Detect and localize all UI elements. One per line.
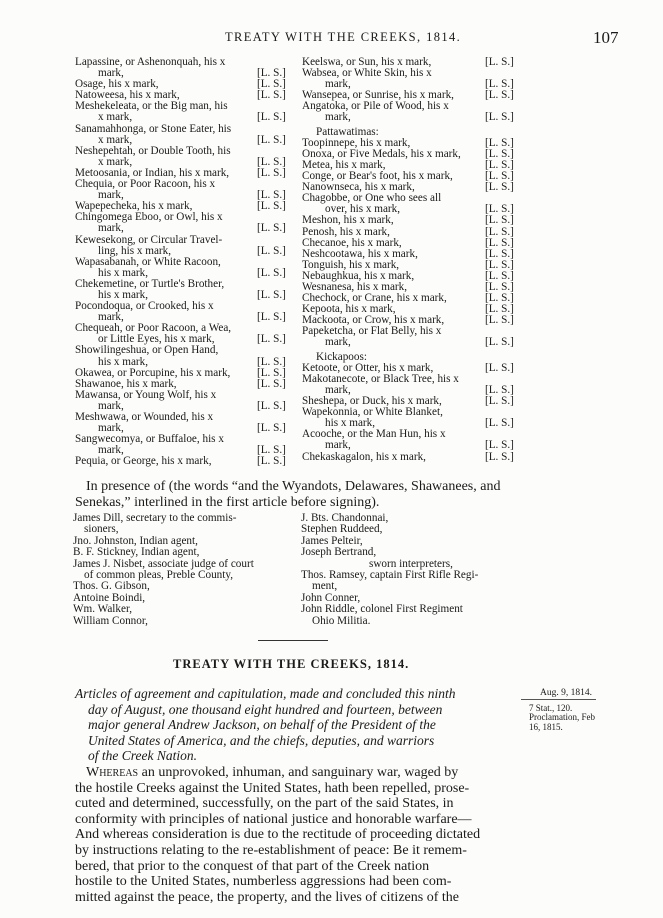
- citation-line: Proclamation, Feb: [529, 712, 595, 723]
- signature-entry: [75, 146, 290, 168]
- seal-mark: [L. S.]: [257, 111, 286, 124]
- signatory-line: Chequeah, or Poor Racoon, a Wea,: [75, 322, 232, 335]
- seal-mark: [L. S.]: [257, 266, 286, 279]
- preamble-line: major general Andrew Jackson, on behalf of the President of the: [88, 717, 436, 733]
- signature-entry: [75, 124, 290, 146]
- witness-line: William Connor,: [73, 614, 148, 627]
- body-line: And whereas consideration is due to the rectitude of proceeding dictated: [75, 827, 481, 843]
- signature-entry: [302, 452, 518, 463]
- signatory-name: [75, 279, 257, 301]
- signatory-line: Keelswa, or Sun, his x mark,: [302, 56, 432, 68]
- seal-mark: [L. S.]: [257, 288, 286, 301]
- signatory-line: Acooche, or the Man Hun, his x: [302, 428, 446, 441]
- margin-citation: [529, 704, 595, 732]
- signatory-line: mark,: [325, 439, 351, 452]
- seal-mark: [L. S.]: [257, 244, 286, 257]
- body-line: Whereas an unprovoked, inhuman, and sanguinary war, waged by: [86, 765, 459, 780]
- signatory-line: Lapassine, or Ashenonquah, his x: [75, 56, 226, 68]
- witness-line: Ohio Militia.: [312, 614, 371, 627]
- signatory-line: mark,: [98, 189, 124, 202]
- seal-mark: [L. S.]: [485, 181, 514, 194]
- signatory-line: Angatoka, or Pile of Wood, his x: [302, 100, 449, 113]
- witness-line: Antoine Boindi,: [73, 591, 146, 604]
- signature-entry: [75, 257, 290, 279]
- witness-line: Stephen Ruddeed,: [301, 523, 383, 536]
- signature-entry: [75, 57, 290, 79]
- witness-line: John Conner,: [301, 591, 361, 604]
- seal-mark: [L. S.]: [257, 189, 286, 202]
- presence-statement: In presence of (the words “and the Wyandots, Delawares, Shawanees, and Senekas,” interlined in the first article before signing).: [75, 479, 501, 510]
- signatory-name: [302, 227, 485, 238]
- seal-mark: [L. S.]: [257, 133, 286, 146]
- signatory-line: x mark,: [98, 133, 133, 146]
- signatory-line: Onoxa, or Five Medals, his x mark,: [302, 147, 461, 160]
- signatory-name: [75, 390, 257, 412]
- witness-line: Wm. Walker,: [73, 603, 133, 616]
- signatory-line: Nebaughkua, his x mark,: [302, 269, 415, 282]
- signatory-line: Chekaskagalon, his x mark,: [302, 450, 426, 463]
- signatory-name: [302, 429, 485, 451]
- signatory-name: [75, 323, 257, 345]
- witness-line: Jno. Johnston, Indian agent,: [73, 534, 198, 547]
- witness-line: B. F. Stickney, Indian agent,: [73, 546, 200, 559]
- signatory-name: [302, 407, 485, 429]
- signatory-line: mark,: [98, 444, 124, 457]
- signatory-line: Meshon, his x mark,: [302, 214, 394, 227]
- signatory-line: Tonguish, his x mark,: [302, 258, 400, 271]
- signatory-line: Meshwawa, or Wounded, his x: [75, 411, 214, 423]
- signature-entry: [75, 323, 290, 345]
- signatory-name: [302, 452, 485, 463]
- signatures-left-column: [75, 57, 290, 467]
- signatory-name: [75, 57, 257, 79]
- signatory-name: [75, 257, 257, 279]
- signatory-name: [75, 124, 257, 146]
- signature-entry: [302, 101, 518, 123]
- signature-entry: [302, 193, 518, 215]
- body-line: mitted against the peace, the property, and the lives of citizens of the: [75, 889, 459, 905]
- signatory-name: [75, 301, 257, 323]
- seal-mark: [L. S.]: [485, 314, 514, 327]
- body-first-word: Whereas: [86, 765, 139, 780]
- signatory-line: mark,: [98, 67, 124, 80]
- witness-line: James Pelteir,: [301, 534, 363, 547]
- signatory-line: Sanamahhonga, or Stone Eater, his: [75, 122, 232, 135]
- signatory-line: over, his x mark,: [325, 203, 401, 216]
- preamble-line: Articles of agreement and capitulation, made and concluded this ninth: [75, 686, 456, 701]
- preamble-line: United States of America, and the chiefs, deputies, and warriors: [88, 732, 435, 748]
- signatory-line: Papeketcha, or Flat Belly, his x: [302, 325, 442, 338]
- signatory-line: Wapepecheka, his x mark,: [75, 200, 193, 213]
- seal-mark: [L. S.]: [485, 395, 514, 408]
- seal-mark: [L. S.]: [485, 89, 514, 102]
- signatory-line: Toopinnepe, his x mark,: [302, 136, 411, 149]
- signatory-line: Sheshepa, or Duck, his x mark,: [302, 395, 442, 408]
- signatory-line: Mawansa, or Young Wolf, his x: [75, 388, 217, 401]
- seal-mark: [L. S.]: [257, 67, 286, 80]
- signatory-line: Wesnanesa, his x mark,: [302, 280, 408, 293]
- signature-entry: [75, 456, 290, 467]
- body-line: by instructions relating to the re-establishment of peace: Be it remem-: [75, 842, 467, 858]
- signatory-line: Sangwecomya, or Buffaloe, his x: [75, 433, 224, 446]
- signatory-line: or Little Eyes, his x mark,: [98, 333, 215, 346]
- signatory-line: mark,: [325, 383, 351, 396]
- signatory-line: mark,: [98, 311, 124, 324]
- seal-mark: [L. S.]: [257, 222, 286, 235]
- seal-mark: [L. S.]: [257, 355, 286, 368]
- seal-mark: [L. S.]: [257, 166, 286, 179]
- signatory-line: mark,: [325, 78, 351, 91]
- seal-mark: [L. S.]: [257, 333, 286, 346]
- signatory-line: Chekemetine, or Turtle's Brother,: [75, 277, 225, 290]
- signatory-line: Chagobbe, or One who sees all: [302, 192, 442, 205]
- signature-entry: [75, 345, 290, 367]
- witness-line: James J. Nisbet, associate judge of court: [73, 557, 254, 570]
- signatory-line: Wapasabanah, or White Racoon,: [75, 255, 221, 268]
- witness-line: ment,: [312, 580, 338, 593]
- signatory-line: Metea, his x mark,: [302, 158, 386, 171]
- seal-mark: [L. S.]: [257, 377, 286, 390]
- signatory-name: [302, 326, 485, 348]
- signature-entry: [302, 374, 518, 396]
- witness-line: James Dill, secretary to the commis-: [73, 512, 237, 524]
- signatory-name: [302, 215, 485, 226]
- seal-mark: [L. S.]: [485, 383, 514, 396]
- subhead-kickapoos: Kickapoos:: [316, 350, 367, 363]
- signatory-name: [75, 412, 257, 434]
- signatory-line: Wabsea, or White Skin, his x: [302, 67, 432, 80]
- witness-line: Thos. G. Gibson,: [73, 580, 150, 593]
- signatory-line: Pequia, or George, his x mark,: [75, 455, 212, 468]
- seal-mark: [L. S.]: [485, 280, 514, 293]
- seal-mark: [L. S.]: [485, 450, 514, 463]
- signatory-name: [75, 212, 257, 234]
- seal-mark: [L. S.]: [257, 311, 286, 324]
- signatory-line: his x mark,: [98, 266, 149, 279]
- signatures-group-kickapoos: [302, 363, 518, 463]
- signatory-line: Kewesekong, or Circular Travel-: [75, 233, 223, 246]
- seal-mark: [L. S.]: [485, 78, 514, 91]
- signatory-line: Metoosania, or Indian, his x mark,: [75, 166, 230, 179]
- signatory-line: his x mark,: [325, 417, 376, 430]
- seal-mark: [L. S.]: [485, 56, 514, 68]
- seal-mark: [L. S.]: [485, 203, 514, 216]
- seal-mark: [L. S.]: [485, 225, 514, 238]
- treaty-title: TREATY WITH THE CREEKS, 1814.: [173, 657, 410, 671]
- signatory-name: [75, 434, 257, 456]
- witness-line: Thos. Ramsey, captain First Rifle Regi-: [301, 569, 479, 582]
- signatory-line: mark,: [98, 222, 124, 235]
- seal-mark: [L. S.]: [257, 422, 286, 435]
- seal-mark: [L. S.]: [485, 158, 514, 171]
- signatory-line: mark,: [325, 111, 351, 124]
- signature-entry: [302, 407, 518, 429]
- body-line: hostile to the United States, numberless aggressions had been com-: [75, 874, 452, 890]
- signature-entry: [75, 412, 290, 434]
- signature-entry: [75, 279, 290, 301]
- signatory-name: [75, 101, 257, 123]
- signature-entry: [75, 390, 290, 412]
- citation-line: 16, 1815.: [529, 721, 563, 732]
- witness-line: J. Bts. Chandonnai,: [301, 512, 389, 524]
- signatory-line: his x mark,: [98, 288, 149, 301]
- signature-entry: [75, 179, 290, 201]
- seal-mark: [L. S.]: [485, 147, 514, 160]
- witnesses-left: [73, 513, 295, 627]
- witness-line: sworn interpreters,: [369, 557, 453, 570]
- witness-line: sioners,: [84, 523, 119, 536]
- seal-mark: [L. S.]: [485, 214, 514, 227]
- signature-entry: [302, 429, 518, 451]
- seal-mark: [L. S.]: [485, 417, 514, 430]
- signatory-line: Ketoote, or Otter, his x mark,: [302, 361, 434, 374]
- preamble-line: day of August, one thousand eight hundred and fourteen, between: [88, 701, 443, 717]
- signatory-name: [302, 193, 485, 215]
- witnesses-right: [301, 513, 526, 627]
- signatory-line: Mackoota, or Crow, his x mark,: [302, 314, 445, 327]
- signatory-line: Makotanecote, or Black Tree, his x: [302, 372, 459, 385]
- seal-mark: [L. S.]: [485, 258, 514, 271]
- signatory-name: [302, 101, 485, 123]
- signature-entry: [302, 68, 518, 90]
- signatory-line: x mark,: [98, 155, 133, 168]
- signatory-line: Neshepehtah, or Double Tooth, his: [75, 144, 231, 157]
- body-line: the hostile Creeks against the United States, hath been repelled, prose-: [75, 780, 470, 796]
- margin-date: Aug. 9, 1814.: [540, 688, 592, 698]
- seal-mark: [L. S.]: [257, 78, 286, 91]
- signatures-group-pattawatimas: [302, 138, 518, 349]
- citation-line: 7 Stat., 120.: [529, 703, 573, 713]
- seal-mark: [L. S.]: [257, 366, 286, 379]
- signature-entry: [75, 101, 290, 123]
- seal-mark: [L. S.]: [485, 292, 514, 305]
- seal-mark: [L. S.]: [485, 439, 514, 452]
- signatory-line: Osage, his x mark,: [75, 78, 159, 91]
- signatory-line: Checanoe, his x mark,: [302, 236, 402, 249]
- preamble-line: of the Creek Nation.: [88, 748, 197, 764]
- signature-entry: [302, 227, 518, 238]
- witness-line: John Riddle, colonel First Regiment: [301, 603, 463, 616]
- witness-line: Joseph Bertrand,: [301, 546, 377, 559]
- seal-mark: [L. S.]: [485, 303, 514, 316]
- seal-mark: [L. S.]: [485, 361, 514, 374]
- signatory-line: Wapekonnia, or White Blanket,: [302, 406, 443, 419]
- section-divider: [258, 640, 328, 641]
- seal-mark: [L. S.]: [257, 399, 286, 412]
- seal-mark: [L. S.]: [485, 111, 514, 124]
- signatory-line: ling, his x mark,: [98, 244, 172, 257]
- body-line: conformity with principles of national justice and honorable warfare—: [75, 811, 472, 827]
- signatory-name: [75, 146, 257, 168]
- margin-rule: [521, 699, 596, 700]
- seal-mark: [L. S.]: [257, 200, 286, 213]
- signatory-line: x mark,: [98, 111, 133, 124]
- seal-mark: [L. S.]: [485, 136, 514, 149]
- seal-mark: [L. S.]: [485, 336, 514, 349]
- seal-mark: [L. S.]: [257, 455, 286, 468]
- signatory-name: [75, 456, 257, 467]
- signatory-line: Natoweesa, his x mark,: [75, 89, 180, 102]
- seal-mark: [L. S.]: [485, 236, 514, 249]
- signatory-line: Wansepea, or Sunrise, his x mark,: [302, 89, 454, 102]
- signatures-right-column: [302, 57, 518, 463]
- seal-mark: [L. S.]: [485, 269, 514, 282]
- signatory-line: Nanownseca, his x mark,: [302, 181, 415, 194]
- treaty-body: [75, 765, 517, 905]
- signatures-group-a: [302, 57, 518, 124]
- signatory-name: [302, 374, 485, 396]
- signatory-name: [75, 235, 257, 257]
- signatory-line: Penosh, his x mark,: [302, 225, 390, 238]
- signatory-line: Chechock, or Crane, his x mark,: [302, 292, 447, 305]
- signatory-line: Pocondoqua, or Crooked, his x: [75, 300, 214, 313]
- seal-mark: [L. S.]: [257, 89, 286, 102]
- signatory-line: Neshcootawa, his x mark,: [302, 247, 418, 260]
- signature-entry: [302, 215, 518, 226]
- signatory-line: Shawanoe, his x mark,: [75, 377, 177, 390]
- signatory-name: [302, 68, 485, 90]
- signatory-line: Kepoota, his x mark,: [302, 303, 396, 316]
- signatory-line: Chingomega Eboo, or Owl, his x: [75, 211, 223, 224]
- treaty-preamble: [75, 686, 515, 764]
- running-head: TREATY WITH THE CREEKS, 1814.: [225, 30, 462, 44]
- signatory-line: Meshekeleata, or the Big man, his: [75, 100, 228, 113]
- signatory-line: his x mark,: [98, 355, 149, 368]
- subhead-pattawatimas: Pattawatimas:: [316, 125, 379, 138]
- signatory-line: Chequia, or Poor Racoon, his x: [75, 178, 216, 191]
- signature-entry: [302, 326, 518, 348]
- seal-mark: [L. S.]: [485, 247, 514, 260]
- signature-entry: [75, 434, 290, 456]
- signatory-name: [75, 179, 257, 201]
- page-number: 107: [593, 28, 619, 47]
- signatory-line: mark,: [98, 399, 124, 412]
- signatory-line: Conge, or Bear's foot, his x mark,: [302, 170, 453, 183]
- signature-entry: [75, 235, 290, 257]
- signatory-name: [75, 345, 257, 367]
- signature-entry: [75, 212, 290, 234]
- seal-mark: [L. S.]: [257, 155, 286, 168]
- signatory-line: mark,: [98, 422, 124, 435]
- seal-mark: [L. S.]: [485, 170, 514, 183]
- body-line: bered, that prior to the conquest of that part of the Creek nation: [75, 858, 430, 874]
- witness-line: of common pleas, Preble County,: [84, 569, 234, 582]
- signatory-line: Showilingeshua, or Open Hand,: [75, 344, 219, 357]
- body-line: cuted and determined, successfully, on the part of the said States, in: [75, 796, 454, 812]
- signature-entry: [75, 301, 290, 323]
- signatory-line: mark,: [325, 336, 351, 349]
- signatory-line: Okawea, or Porcupine, his x mark,: [75, 366, 231, 379]
- seal-mark: [L. S.]: [257, 444, 286, 457]
